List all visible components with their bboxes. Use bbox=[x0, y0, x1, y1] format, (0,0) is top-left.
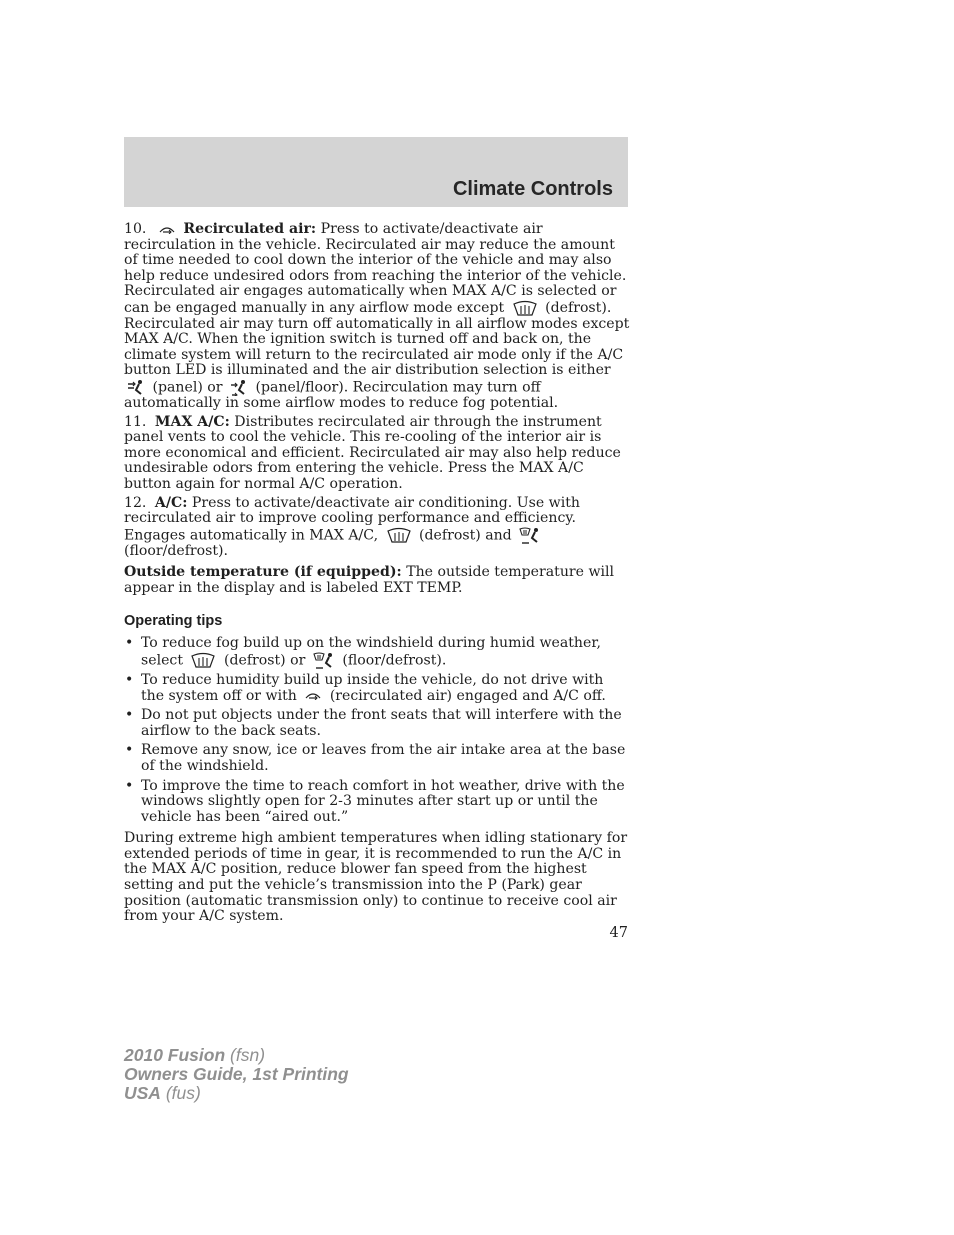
bullet: • bbox=[125, 635, 134, 652]
outside-temperature-text: The outside temperature will appear in the display and is labeled EXT TEMP. bbox=[124, 564, 615, 597]
tip-text: To improve the time to reach comfort in hot weather, drive with the windows slightly open for 2-3 minutes after start up or until the vehicle has been “aired out.” bbox=[141, 777, 625, 825]
closing-paragraph: During extreme high ambient temperatures when idling stationary for extended periods of time in gear, it is recommended to run the A/C in the MAX A/C position, reduce blower fan speed from the highest setting and put the vehicle’s transmission into the P (Park) gear position (automatic transmission only) to continue to receive cool air from your A/C system. bbox=[124, 830, 628, 925]
item-recirculated-air bbox=[124, 222, 630, 412]
list-item bbox=[124, 708, 630, 739]
defrost-icon bbox=[190, 652, 216, 668]
header-band bbox=[124, 137, 628, 207]
defrost-icon bbox=[386, 527, 412, 543]
floor-defrost-icon bbox=[519, 527, 541, 544]
item-label: Recirculated air: bbox=[183, 221, 317, 237]
footer-line-2 bbox=[124, 1065, 349, 1084]
item-text: (panel/floor). Recirculation may turn off automatically in some airflow modes to reduce fog potential. bbox=[124, 379, 559, 412]
page-title: Climate Controls bbox=[452, 178, 613, 200]
bullet: • bbox=[125, 777, 134, 794]
panel-floor-icon bbox=[230, 379, 248, 396]
outside-temperature-label: Outside temperature (if equipped): bbox=[124, 564, 402, 581]
footer-line-1 bbox=[124, 1046, 349, 1065]
list-item bbox=[124, 673, 630, 704]
page-content bbox=[124, 222, 630, 928]
item-max-ac bbox=[124, 415, 630, 493]
page-number: 47 bbox=[609, 925, 628, 941]
operating-tips-list bbox=[124, 636, 630, 825]
defrost-icon bbox=[512, 300, 538, 316]
tip-text: (floor/defrost). bbox=[342, 652, 447, 669]
item-text: Press to activate/deactivate air conditioning. Use with recirculated air to improve cooling performance and efficiency. Engages automatically in MAX A/C, bbox=[124, 494, 580, 544]
item-number: 12. bbox=[124, 494, 147, 511]
list-item bbox=[124, 779, 630, 826]
tip-text: Remove any snow, ice or leaves from the air intake area at the base of the windshield. bbox=[141, 742, 626, 774]
footer-line-3 bbox=[124, 1084, 349, 1103]
recirculated-air-icon bbox=[158, 225, 176, 234]
item-text: Press to activate/deactivate air recirculation in the vehicle. Recirculated air may reduce the amount of time needed to cool down the interior of the vehicle and may also help reduce undesired odors from reaching the interior of the vehicle. Recirculated air engages automatically when MAX A/C is selected or can be engaged manually in any airflow mode except bbox=[124, 221, 627, 316]
recirculated-air-icon bbox=[304, 691, 322, 700]
item-text: (defrost). Recirculated air may turn off automatically in all airflow modes except MAX A/C. When the ignition switch is turned off and back on, the climate system will return to the recirculated air mode only if the A/C button LED is illuminated and the air distribution selection is either bbox=[124, 299, 630, 379]
bullet: • bbox=[125, 707, 134, 724]
item-number: 10. bbox=[124, 221, 147, 237]
tip-text: To reduce humidity build up inside the vehicle, do not drive with the system off or with bbox=[141, 671, 604, 704]
floor-defrost-icon bbox=[313, 652, 335, 669]
item-label: MAX A/C: bbox=[154, 413, 230, 430]
list-item bbox=[124, 743, 630, 774]
footer-guide: Owners Guide, 1st Printing bbox=[124, 1064, 349, 1084]
list-item bbox=[124, 636, 630, 669]
bullet: • bbox=[125, 742, 134, 759]
footer-market: USA bbox=[124, 1083, 161, 1103]
panel-icon bbox=[127, 379, 145, 396]
item-text: (floor/defrost). bbox=[124, 542, 229, 559]
outside-temperature-paragraph bbox=[124, 565, 630, 596]
footer-model: 2010 Fusion bbox=[124, 1045, 226, 1065]
tip-text: Do not put objects under the front seats that will interfere with the airflow to the back seats. bbox=[141, 707, 622, 739]
footer-market-code: (fus) bbox=[165, 1083, 201, 1103]
item-label: A/C: bbox=[154, 494, 188, 511]
item-number: 11. bbox=[124, 413, 147, 430]
tip-text: (recirculated air) engaged and A/C off. bbox=[329, 687, 606, 704]
section-title-operating-tips: Operating tips bbox=[124, 612, 223, 629]
footer bbox=[124, 1046, 349, 1103]
tip-text: To reduce fog build up on the windshield during humid weather, select bbox=[141, 635, 602, 669]
item-text: Distributes recirculated air through the instrument panel vents to cool the vehicle. This re-cooling of the interior air is more economical and efficient. Recirculated air may also help reduce undesirable odors from entering the vehicle. Press the MAX A/C button again for normal A/C operation. bbox=[124, 413, 621, 492]
item-text: (panel) or bbox=[152, 379, 223, 396]
item-text: (defrost) and bbox=[419, 527, 512, 544]
bullet: • bbox=[125, 671, 134, 688]
footer-model-code: (fsn) bbox=[230, 1045, 266, 1065]
item-ac bbox=[124, 496, 630, 560]
tip-text: (defrost) or bbox=[223, 652, 306, 669]
